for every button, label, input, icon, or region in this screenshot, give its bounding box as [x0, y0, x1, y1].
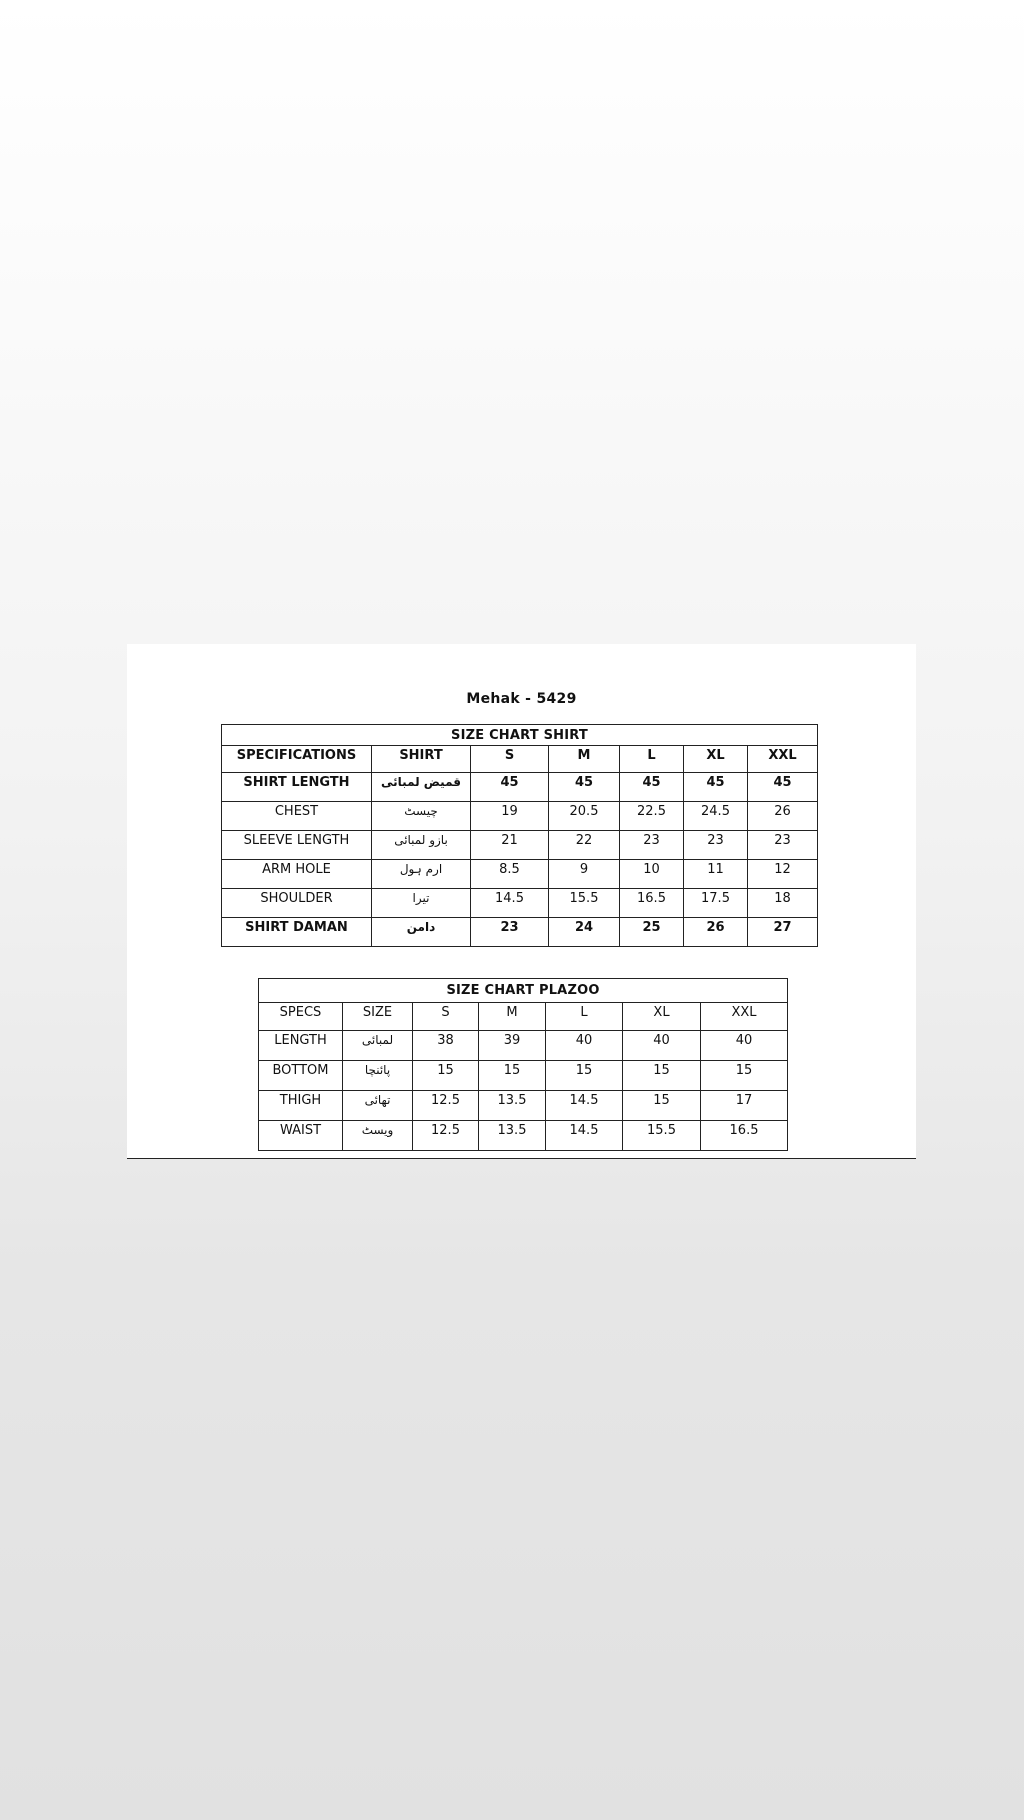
size-value-cell: 39 — [479, 1031, 546, 1061]
size-value-cell: 24 — [549, 918, 620, 947]
shirt-table-body — [222, 725, 818, 947]
size-value-cell: 23 — [620, 831, 684, 860]
size-value-cell: 15 — [701, 1061, 788, 1091]
size-value-cell: 15.5 — [549, 889, 620, 918]
shirt-table-row — [222, 889, 818, 918]
size-value-cell: 14.5 — [546, 1091, 623, 1121]
size-value-cell: 14.5 — [471, 889, 549, 918]
urdu-label-cell: چیسٹ — [372, 802, 471, 831]
shirt-table-row — [222, 773, 818, 802]
size-value-cell: 15 — [479, 1061, 546, 1091]
urdu-label-cell: ویسٹ — [343, 1121, 413, 1151]
size-value-cell: 26 — [684, 918, 748, 947]
header-cell: M — [479, 1003, 546, 1031]
size-value-cell: 38 — [413, 1031, 479, 1061]
header-cell: S — [471, 746, 549, 773]
header-cell: XXL — [748, 746, 818, 773]
size-value-cell: 14.5 — [546, 1121, 623, 1151]
size-value-cell: 23 — [471, 918, 549, 947]
size-value-cell: 25 — [620, 918, 684, 947]
plazoo-table-row — [259, 1031, 788, 1061]
size-value-cell: 23 — [748, 831, 818, 860]
size-value-cell: 22 — [549, 831, 620, 860]
size-value-cell: 21 — [471, 831, 549, 860]
plazoo-table-row — [259, 1091, 788, 1121]
size-value-cell: 15.5 — [623, 1121, 701, 1151]
size-value-cell: 40 — [623, 1031, 701, 1061]
urdu-label-cell: لمبائی — [343, 1031, 413, 1061]
plazoo-size-table — [258, 978, 788, 1151]
size-value-cell: 45 — [684, 773, 748, 802]
size-value-cell: 17 — [701, 1091, 788, 1121]
size-value-cell: 16.5 — [620, 889, 684, 918]
size-value-cell: 40 — [701, 1031, 788, 1061]
plazoo-table-caption: SIZE CHART PLAZOO — [259, 979, 788, 1003]
urdu-label-cell: دامن — [372, 918, 471, 947]
size-value-cell: 17.5 — [684, 889, 748, 918]
header-cell: XL — [623, 1003, 701, 1031]
shirt-table-row — [222, 860, 818, 889]
shirt-header-row — [222, 746, 818, 773]
spec-label-cell: SHIRT LENGTH — [222, 773, 372, 802]
shirt-table-row — [222, 918, 818, 947]
size-value-cell: 23 — [684, 831, 748, 860]
size-value-cell: 15 — [623, 1091, 701, 1121]
size-value-cell: 45 — [620, 773, 684, 802]
size-value-cell: 12.5 — [413, 1091, 479, 1121]
size-value-cell: 13.5 — [479, 1121, 546, 1151]
size-value-cell: 24.5 — [684, 802, 748, 831]
plazoo-table-row — [259, 1121, 788, 1151]
spec-label-cell: ARM HOLE — [222, 860, 372, 889]
shirt-table-row — [222, 802, 818, 831]
urdu-label-cell: قمیض لمبائی — [372, 773, 471, 802]
size-value-cell: 13.5 — [479, 1091, 546, 1121]
header-cell: S — [413, 1003, 479, 1031]
spec-label-cell: SLEEVE LENGTH — [222, 831, 372, 860]
spec-label-cell: CHEST — [222, 802, 372, 831]
spec-label-cell: BOTTOM — [259, 1061, 343, 1091]
spec-label-cell: WAIST — [259, 1121, 343, 1151]
size-value-cell: 15 — [623, 1061, 701, 1091]
size-value-cell: 16.5 — [701, 1121, 788, 1151]
size-value-cell: 12 — [748, 860, 818, 889]
size-value-cell: 8.5 — [471, 860, 549, 889]
header-cell: SPECS — [259, 1003, 343, 1031]
size-value-cell: 9 — [549, 860, 620, 889]
document-title: Mehak - 5429 — [466, 691, 577, 707]
size-value-cell: 12.5 — [413, 1121, 479, 1151]
shirt-table-caption: SIZE CHART SHIRT — [222, 725, 818, 746]
header-cell: XL — [684, 746, 748, 773]
size-value-cell: 26 — [748, 802, 818, 831]
spec-label-cell: SHIRT DAMAN — [222, 918, 372, 947]
size-chart-sheet — [127, 644, 916, 1159]
header-cell: SHIRT — [372, 746, 471, 773]
header-cell: XXL — [701, 1003, 788, 1031]
urdu-label-cell: بازو لمبائی — [372, 831, 471, 860]
size-value-cell: 27 — [748, 918, 818, 947]
size-value-cell: 11 — [684, 860, 748, 889]
spec-label-cell: LENGTH — [259, 1031, 343, 1061]
size-value-cell: 20.5 — [549, 802, 620, 831]
header-cell: SIZE — [343, 1003, 413, 1031]
size-value-cell: 19 — [471, 802, 549, 831]
header-cell: M — [549, 746, 620, 773]
header-cell: SPECIFICATIONS — [222, 746, 372, 773]
size-value-cell: 18 — [748, 889, 818, 918]
size-value-cell: 15 — [413, 1061, 479, 1091]
urdu-label-cell: تھائی — [343, 1091, 413, 1121]
size-value-cell: 15 — [546, 1061, 623, 1091]
spec-label-cell: SHOULDER — [222, 889, 372, 918]
urdu-label-cell: تیرا — [372, 889, 471, 918]
size-value-cell: 45 — [471, 773, 549, 802]
header-cell: L — [546, 1003, 623, 1031]
urdu-label-cell: ارم ہول — [372, 860, 471, 889]
shirt-table-row — [222, 831, 818, 860]
size-value-cell: 40 — [546, 1031, 623, 1061]
urdu-label-cell: پائنچا — [343, 1061, 413, 1091]
plazoo-header-row — [259, 1003, 788, 1031]
size-value-cell: 45 — [549, 773, 620, 802]
plazoo-table-row — [259, 1061, 788, 1091]
size-value-cell: 22.5 — [620, 802, 684, 831]
spec-label-cell: THIGH — [259, 1091, 343, 1121]
header-cell: L — [620, 746, 684, 773]
plazoo-table-body — [259, 979, 788, 1151]
size-value-cell: 45 — [748, 773, 818, 802]
size-value-cell: 10 — [620, 860, 684, 889]
shirt-size-table — [221, 724, 818, 947]
